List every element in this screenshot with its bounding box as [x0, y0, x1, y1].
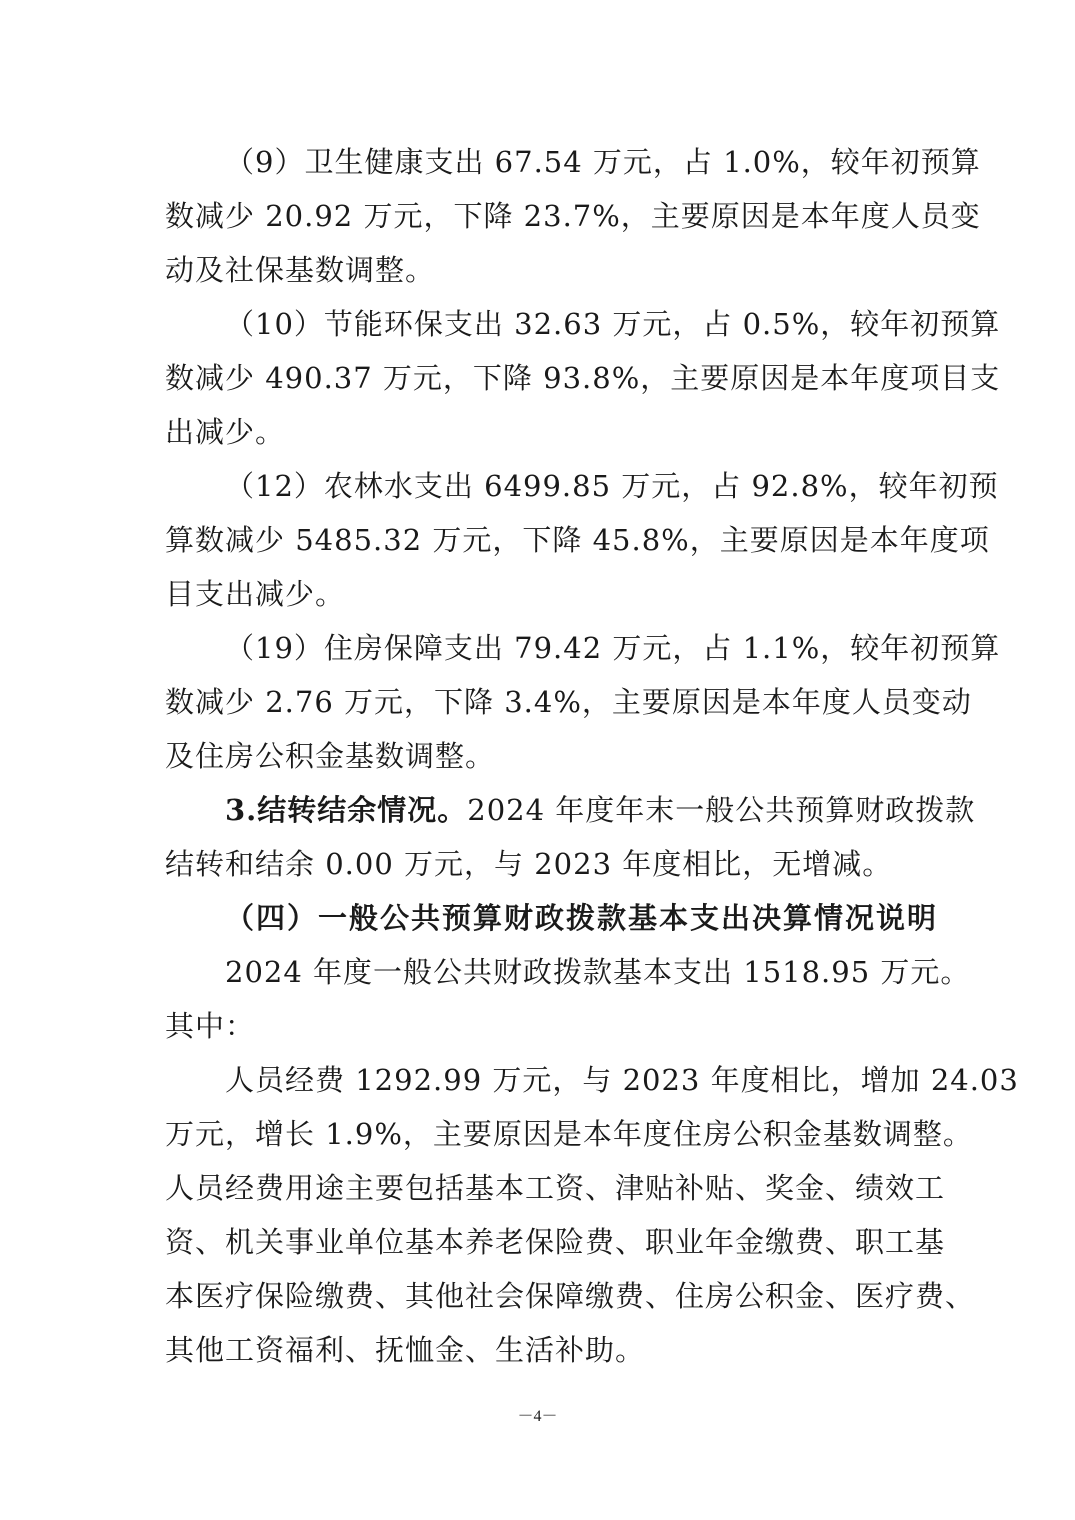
- personnel-line-5: 本医疗保险缴费、其他社会保障缴费、住房公积金、医疗费、: [165, 1279, 976, 1313]
- carryover-lead: 3.结转结余情况。: [225, 793, 468, 827]
- paragraph-agri-line-3: 目支出减少。: [165, 577, 346, 611]
- paragraph-agri-line-1: （12）农林水支出 6499.85 万元，占 92.8%，较年初预: [225, 469, 999, 503]
- personnel-line-3: 人员经费用途主要包括基本工资、津贴补贴、奖金、绩效工: [165, 1171, 946, 1205]
- paragraph-health-line-1: （9）卫生健康支出 67.54 万元，占 1.0%，较年初预算: [225, 145, 981, 179]
- paragraph-health-line-3: 动及社保基数调整。: [165, 253, 436, 287]
- page-number: －4－: [517, 1408, 558, 1425]
- paragraph-housing-line-3: 及住房公积金基数调整。: [165, 739, 496, 773]
- personnel-line-2: 万元，增长 1.9%，主要原因是本年度住房公积金基数调整。: [165, 1117, 973, 1151]
- paragraph-energy-line-1: （10）节能环保支出 32.63 万元，占 0.5%，较年初预算: [225, 307, 1001, 341]
- paragraph-health-line-2: 数减少 20.92 万元，下降 23.7%，主要原因是本年度人员变: [165, 199, 981, 233]
- carryover-rest: 2024 年度年末一般公共预算财政拨款: [467, 793, 976, 827]
- basic-expenditure-line-2: 其中：: [165, 1009, 256, 1043]
- paragraph-housing-line-1: （19）住房保障支出 79.42 万元，占 1.1%，较年初预算: [225, 631, 1001, 665]
- paragraph-energy-line-2: 数减少 490.37 万元，下降 93.8%，主要原因是本年度项目支: [165, 361, 1001, 395]
- paragraph-agri-line-2: 算数减少 5485.32 万元，下降 45.8%，主要原因是本年度项: [165, 523, 990, 557]
- paragraph-carryover-line-1: [225, 783, 976, 837]
- section-heading: （四）一般公共预算财政拨款基本支出决算情况说明: [225, 901, 939, 935]
- paragraph-energy-line-3: 出减少。: [165, 415, 286, 449]
- personnel-line-4: 资、机关事业单位基本养老保险费、职业年金缴费、职工基: [165, 1225, 946, 1259]
- paragraph-housing-line-2: 数减少 2.76 万元，下降 3.4%，主要原因是本年度人员变动: [165, 685, 972, 719]
- personnel-line-6: 其他工资福利、抚恤金、生活补助。: [165, 1333, 646, 1367]
- paragraph-carryover-line-2: 结转和结余 0.00 万元，与 2023 年度相比，无增减。: [165, 847, 893, 881]
- basic-expenditure-line-1: 2024 年度一般公共财政拨款基本支出 1518.95 万元。: [225, 955, 971, 989]
- personnel-line-1: 人员经费 1292.99 万元，与 2023 年度相比，增加 24.03: [225, 1063, 1019, 1097]
